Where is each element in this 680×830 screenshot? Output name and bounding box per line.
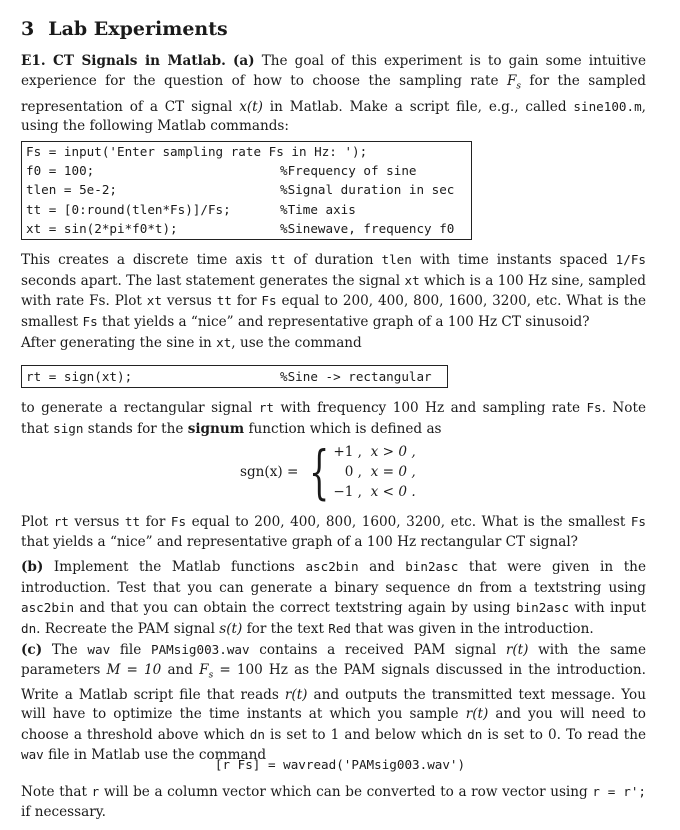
part-c-label: (c) [21,642,43,658]
code-line: Fs = input('Enter sampling rate Fs in Hz: '); [26,144,368,159]
equation-case: +1 , x > 0 , [333,444,416,460]
paragraph-part-b: (b) Implement the Matlab functions asc2bin and bin2asc that were given in the introduction. Test that you can generate a binary sequence dn from a textstring using asc2bin and that you can obtain the correct textstring again by using bin2asc with input dn. Recreate the PAM signal s(t) for the text Red that was given in the introduction. [21,559,647,637]
code-line: xt = sin(2*pi*f0*t); %Sinewave, frequency f0 [26,220,455,236]
code-line: tt = [0:round(tlen*Fs)]/Fs; %Time axis [26,201,356,217]
code-line: tlen = 5e-2; %Signal duration in sec [26,182,455,198]
code-block-sine [21,141,472,240]
e1-intro-paragraph: E1. CT Signals in Matlab. (a) The goal of this experiment is to gain some intuitive experience for the question of how to choose the sampling rate $F_s$ for the sampled representation of a CT signal x(t) in Matlab. Make a script file, e.g., called sine100.m, using the following Matlab commands: [21,53,646,135]
code-line: f0 = 100; %Frequency of sine [26,163,417,179]
e1-title: E1. CT Signals in Matlab. [21,53,226,69]
paragraph-time-axis: This creates a discrete time axis tt of duration tlen with time instants spaced 1/Fs seconds apart. The last statement generates the signal xt which is a 100 Hz sine, sampled with rate Fs. Plot xt versus tt for Fs equal to 200, 400, 800, 1600, 3200, etc. What is the smallest Fs that yields a “nice” and representative graph of a 100 Hz CT sinusoid? [21,252,646,330]
paragraph-after-sine: After generating the sine in xt, use the command [21,335,362,351]
file-name: sine100.m [573,98,642,114]
section-title: Lab Experiments [48,18,228,40]
code-line: rt = sign(xt); %Sine -> rectangular [26,369,432,384]
code-wavread: [r Fs] = wavread('PAMsig003.wav') [214,757,466,772]
paragraph-plot-rt: Plot rt versus tt for Fs equal to 200, 400, 800, 1600, 3200, etc. What is the smallest Fs that yields a “nice” and representative graph of a 100 Hz rectangular CT signal? [21,514,646,550]
section-heading [21,18,228,40]
code-block-sign [21,365,448,388]
equation-brace: { [309,438,330,506]
part-b-label: (b) [21,559,44,575]
paragraph-final-note: Note that r will be a column vector which can be converted to a row vector using r = r'; if necessary. [21,784,647,820]
paragraph-rectangular: to generate a rectangular signal rt with frequency 100 Hz and sampling rate Fs. Note that sign stands for the signum function which is defined as [21,400,646,437]
equation-case: 0 , x = 0 , [344,464,416,480]
equation-lhs: sgn(x) = [240,464,299,480]
part-a-label: (a) [232,53,255,69]
equation-case: −1 , x < 0 . [333,484,416,500]
paragraph-part-c: (c) The wav file PAMsig003.wav contains a received PAM signal r(t) with the same parameters M = 10 and $F_s = 100$ Hz as the PAM signals discussed in the introduction. Write a Matlab script file that reads r(t) and outputs the transmitted text message. You will have to optimize the time instants at which you sample r(t) and you will need to choose a threshold above which dn is set to 1 and below which dn is set to 0. To read the wav file in Matlab use the command [21,642,647,764]
section-number: 3 [21,18,35,40]
